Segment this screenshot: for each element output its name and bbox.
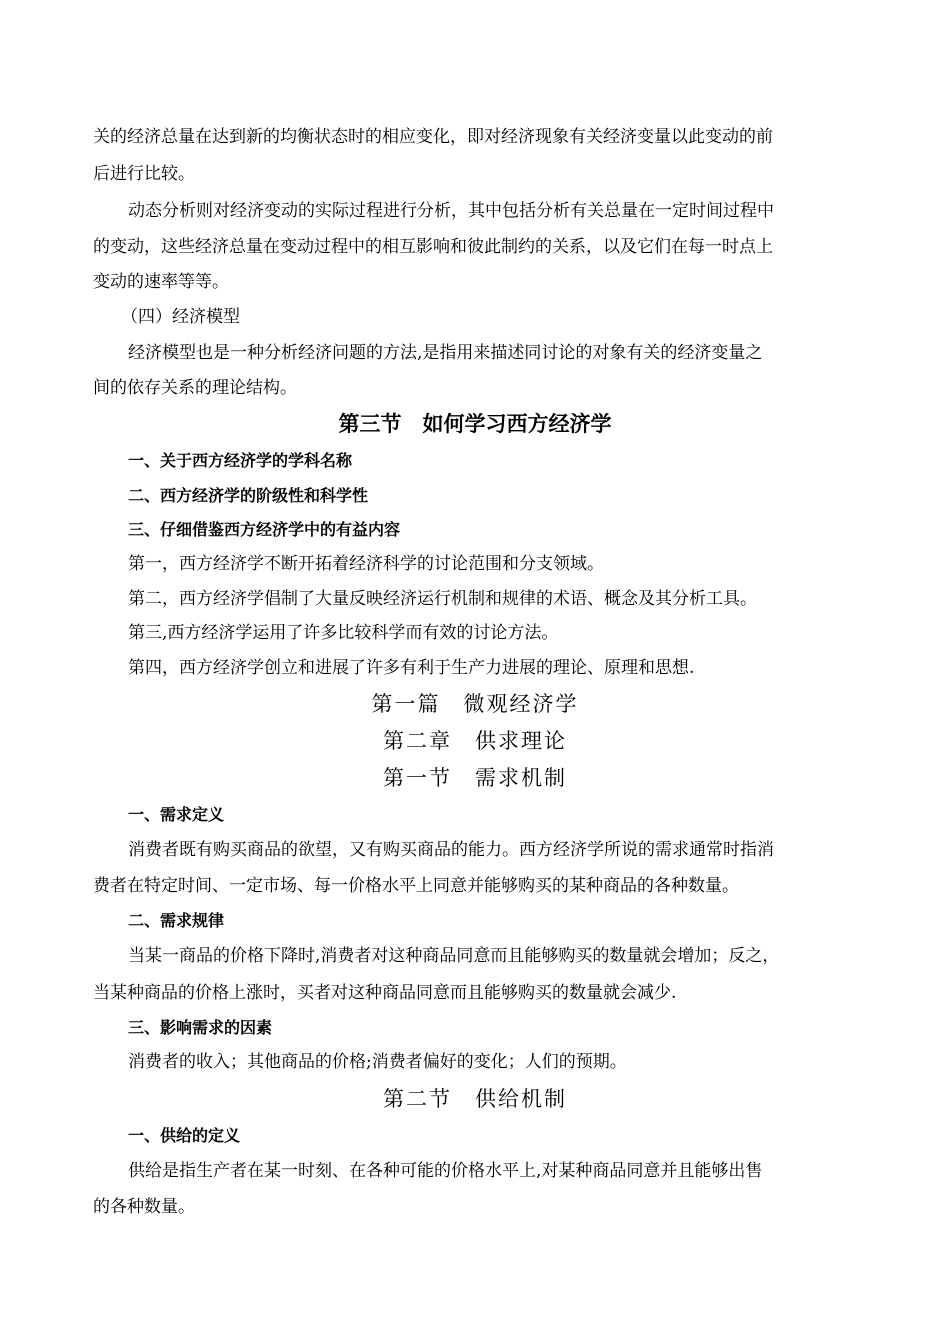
paragraph-line: 当某一商品的价格下降时,消费者对这种商品同意而且能够购买的数量就会增加；反之，: [128, 946, 780, 966]
paragraph-line: 当某种商品的价格上涨时，买者对这种商品同意而且能够购买的数量就会减少.: [93, 983, 677, 1003]
list-heading: 三、仔细借鉴西方经济学中的有益内容: [128, 520, 401, 539]
paragraph-line: 供给是指生产者在某一时刻、在各种可能的价格水平上,对某种商品同意并且能够出售: [128, 1161, 763, 1181]
list-heading: 三、影响需求的因素: [128, 1018, 273, 1037]
paragraph-line: 后进行比较。: [93, 164, 195, 184]
section-title: 第一节 需求机制: [383, 766, 567, 790]
list-heading: 二、需求规律: [128, 911, 225, 930]
paragraph-line: 第二，西方经济学倡制了大量反映经济运行机制和规律的术语、概念及其分析工具。: [128, 589, 757, 609]
part-title: 第一篇 微观经济学: [371, 692, 579, 716]
paragraph-line: 第三,西方经济学运用了许多比较科学而有效的讨论方法。: [128, 623, 559, 643]
paragraph-line: 消费者的收入；其他商品的价格;消费者偏好的变化；人们的预期。: [128, 1052, 627, 1072]
subheading: （四）经济模型: [121, 307, 240, 327]
paragraph-line: 第四，西方经济学创立和进展了许多有利于生产力进展的理论、原理和思想.: [128, 658, 695, 678]
list-heading: 一、关于西方经济学的学科名称: [128, 451, 353, 470]
paragraph-line: 消费者既有购买商品的欲望，又有购买商品的能力。西方经济学所说的需求通常时指消: [128, 840, 774, 860]
paragraph-line: 费者在特定时间、一定市场、每一价格水平上同意并能够购买的某种商品的各种数量。: [93, 876, 739, 896]
list-heading: 一、需求定义: [128, 805, 225, 824]
paragraph-line: 第一，西方经济学不断开拓着经济科学的讨论范围和分支领域。: [128, 554, 604, 574]
paragraph-line: 间的依存关系的理论结构。: [93, 378, 297, 398]
paragraph-line: 动态分析则对经济变动的实际过程进行分析，其中包括分析有关总量在一定时间过程中: [128, 201, 774, 221]
section-title: 第二节 供给机制: [383, 1087, 567, 1111]
chapter-title: 第二章 供求理论: [383, 729, 567, 753]
paragraph-line: 经济模型也是一种分析经济问题的方法,是指用来描述同讨论的对象有关的经济变量之: [128, 343, 763, 363]
paragraph-line: 关的经济总量在达到新的均衡状态时的相应变化，即对经济现象有关经济变量以此变动的前: [93, 127, 773, 147]
paragraph-line: 变动的速率等等。: [93, 272, 229, 292]
list-heading: 一、供给的定义: [128, 1126, 241, 1145]
paragraph-line: 的各种数量。: [93, 1197, 195, 1217]
list-heading: 二、西方经济学的阶级性和科学性: [128, 486, 369, 505]
section-title: 第三节 如何学习西方经济学: [338, 412, 612, 436]
paragraph-line: 的变动，这些经济总量在变动过程中的相互影响和彼此制约的关系，以及它们在每一时点上: [93, 237, 773, 257]
